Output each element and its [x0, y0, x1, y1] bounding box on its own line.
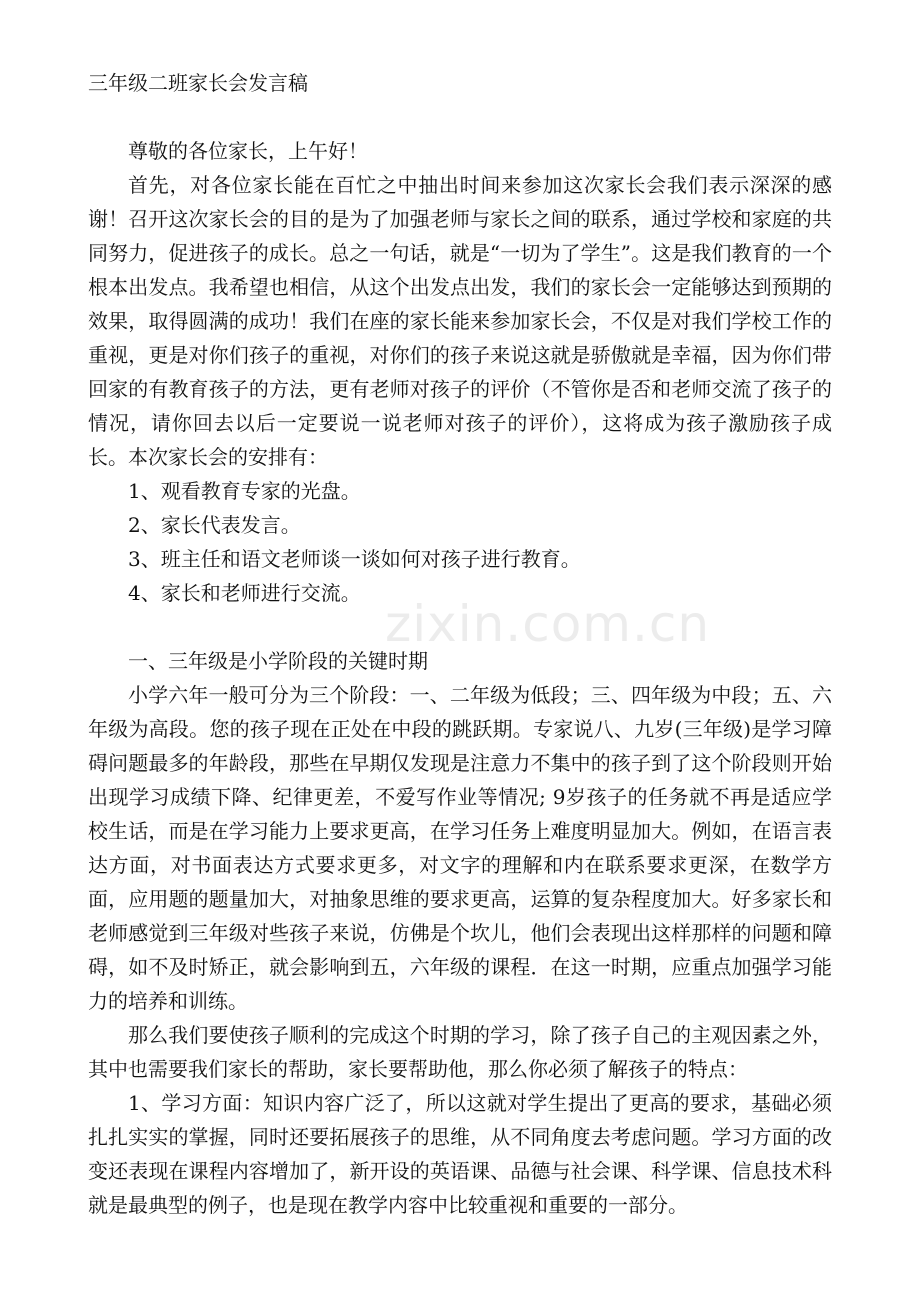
document-page [88, 66, 832, 1222]
agenda-item: 4、家长和老师进行交流。 [128, 581, 361, 605]
section-paragraph-stages: 小学六年一般可分为三个阶段：一、二年级为低段；三、四年级为中段；五、六年级为高段。您的孩子现在正处在中段的跳跃期。专家说八、九岁(三年级)是学习障碍问题最多的年龄段，那些在早期仅发现是注意力不集中的孩子到了这个阶段则开始出现学习成绩下降、纪律更差，不爱写作业等情况; 9岁孩子的任务就不再是适应学校生话，而是在学习能力上要求更高，在学习任务上难度明显加大。例如，在语言表达方面，对书面表达方式要求更多，对文字的理解和内在联系要求更深，在数学方面，应用题的题量加大，对抽象思维的要求更高，运算的复杂程度加大。好多家长和老师感觉到三年级对些孩子来说，仿佛是个坎儿，他们会表现出这样那样的问题和障碍，如不及时矫正，就会影响到五，六年级的课程．在这一时期，应重点加强学习能力的培养和训练。 [88, 683, 832, 1013]
section-paragraph-study: 1、学习方面：知识内容广泛了，所以这就对学生提出了更高的要求，基础必须扎扎实实的掌握，同时还要拓展孩子的思维，从不同角度去考虑问题。学习方面的改变还表现在课程内容增加了，新开设的英语课、品德与社会课、科学课、信息技术科就是最典型的例子，也是现在教学内容中比较重视和重要的一部分。 [88, 1091, 832, 1217]
agenda-item: 2、家长代表发言。 [128, 513, 301, 537]
agenda-list [88, 474, 832, 610]
section-heading: 一、三年级是小学阶段的关键时期 [128, 649, 428, 673]
blank-line [88, 100, 832, 134]
intro-paragraph: 首先，对各位家长能在百忙之中抽出时间来参加这次家长会我们表示深深的感谢！召开这次家长会的目的是为了加强老师与家长之间的联系，通过学校和家庭的共同努力，促进孩子的成长。总之一句话，就是“一切为了学生”。这是我们教育的一个根本出发点。我希望也相信，从这个出发点出发，我们的家长会一定能够达到预期的效果，取得圆满的成功！我们在座的家长能来参加家长会，不仅是对我们学校工作的重视，更是对你们孩子的重视，对你们的孩子来说这就是骄傲就是幸福，因为你们带回家的有教育孩子的方法，更有老师对孩子的评价（不管你是否和老师交流了孩子的情况，请你回去以后一定要说一说老师对孩子的评价），这将成为孩子激励孩子成长。本次家长会的安排有： [88, 173, 832, 469]
watermark-text: zixin.com.cn [385, 595, 711, 653]
document-title: 三年级二班家长会发言稿 [88, 71, 308, 95]
agenda-item: 1、观看教育专家的光盘。 [128, 479, 361, 503]
agenda-item: 3、班主任和语文老师谈一谈如何对孩子进行教育。 [128, 547, 581, 571]
greeting-paragraph: 尊敬的各位家长，上午好！ [128, 139, 368, 163]
blank-line [88, 610, 832, 644]
section-paragraph-parents: 那么我们要使孩子顺利的完成这个时期的学习，除了孩子自己的主观因素之外，其中也需要我们家长的帮助，家长要帮助他，那么你必须了解孩子的特点： [88, 1023, 832, 1081]
